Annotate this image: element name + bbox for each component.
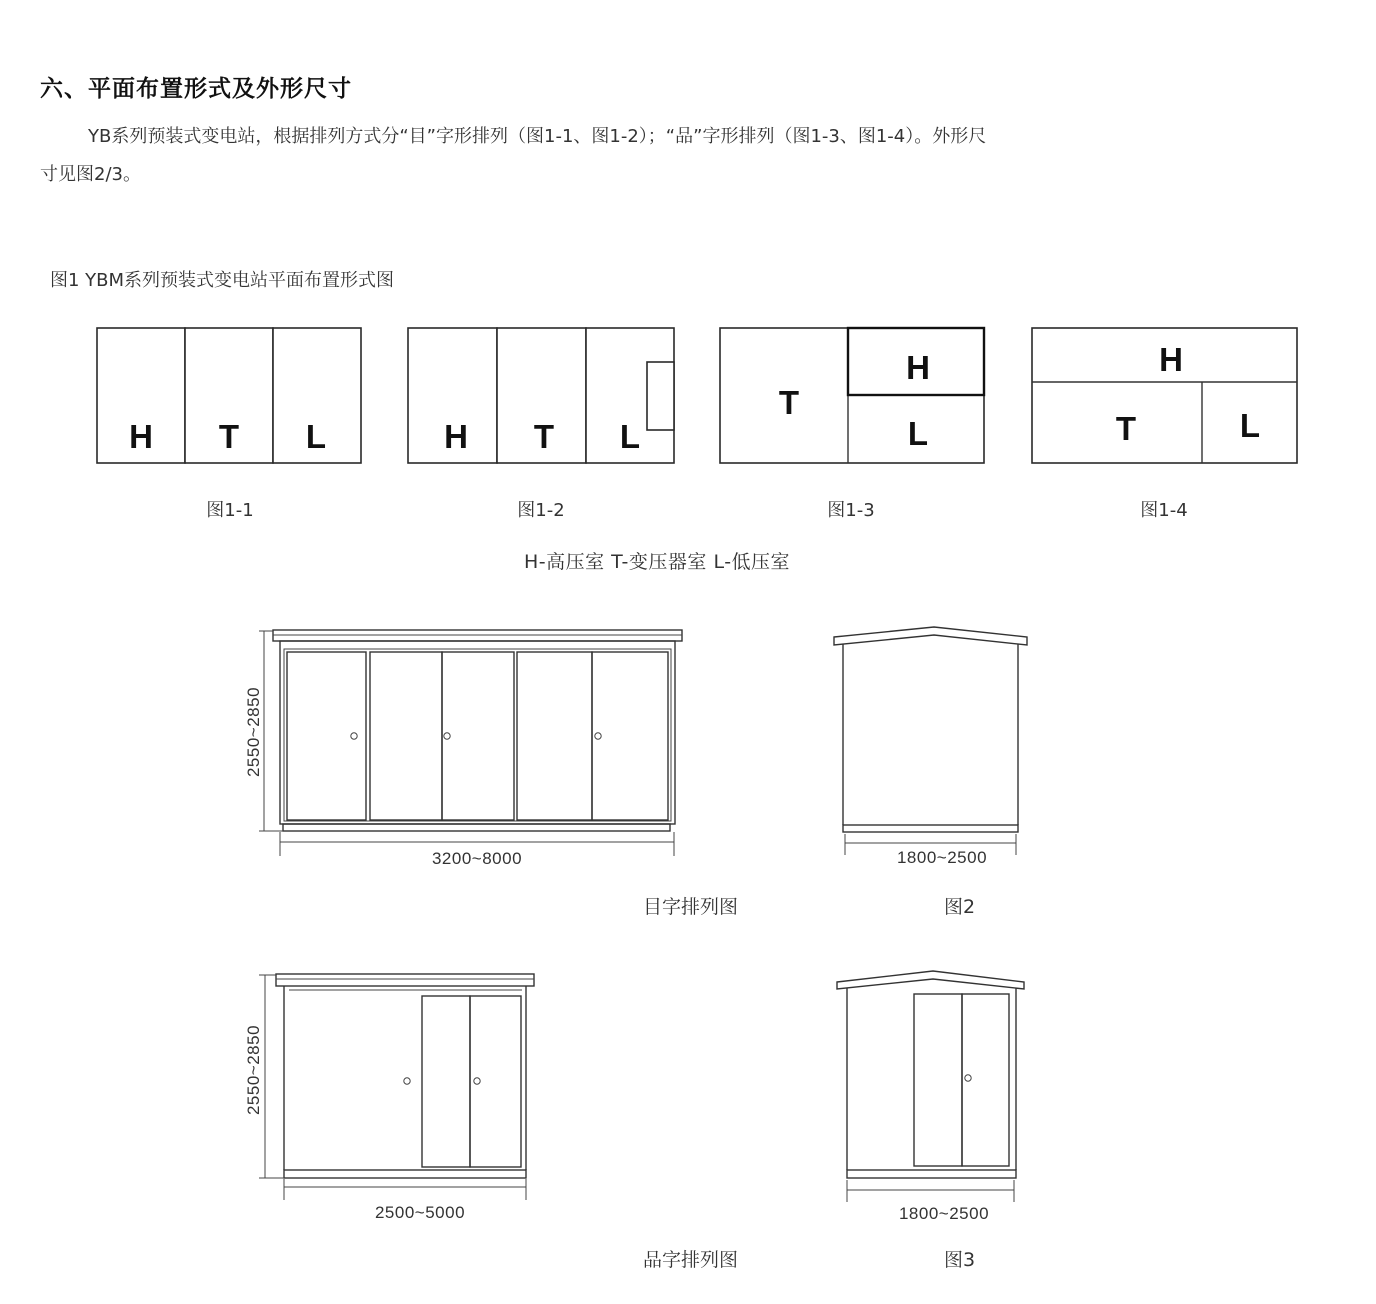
door-handle: [351, 733, 357, 739]
fig3-width-dimension: 2500~5000: [374, 1203, 466, 1222]
caption-mu-layout: 目字排列图: [643, 896, 739, 918]
room-label-l: L: [907, 415, 929, 452]
caption-fig3: 图3: [944, 1249, 976, 1271]
layout-1-4: [1032, 328, 1297, 463]
paragraph-line-1: YB系列预装式变电站，根据排列方式分“目”字形排列（图1-1、图1-2）；“品”字形排列（图1-3、图1-4）。外形尺: [88, 126, 987, 147]
layout-1-3: [720, 328, 984, 463]
door-handle: [595, 733, 601, 739]
caption-fig-1-2: 图1-2: [517, 500, 565, 521]
front-elevation-fig3: [244, 974, 534, 1222]
layout-1-1: [97, 328, 361, 463]
room-label-l: L: [1239, 407, 1261, 444]
room-label-h: H: [906, 349, 930, 386]
door-handle: [444, 733, 450, 739]
figure1-title: 图1 YBM系列预装式变电站平面布置形式图: [50, 270, 395, 291]
room-label-h: H: [129, 418, 153, 455]
room-label-t: T: [533, 418, 555, 455]
room-label-t: T: [778, 384, 800, 421]
side-cabinet: [647, 362, 674, 430]
fig3-side-width-dimension: 1800~2500: [898, 1204, 990, 1223]
room-label-h: H: [444, 418, 468, 455]
caption-fig2: 图2: [944, 896, 976, 918]
caption-fig-1-1: 图1-1: [206, 500, 254, 521]
caption-pin-layout: 品字排列图: [643, 1249, 739, 1271]
room-label-t: T: [1115, 410, 1137, 447]
room-label-l: L: [619, 418, 641, 455]
layout-1-2: [408, 328, 674, 463]
room-label-h: H: [1159, 341, 1183, 378]
door-handle: [965, 1075, 971, 1081]
fig2-side-width-dimension: 1800~2500: [896, 848, 988, 867]
caption-fig-1-4: 图1-4: [1140, 500, 1188, 521]
front-elevation-fig2: [244, 630, 682, 868]
paragraph-line-2: 寸见图2/3。: [40, 164, 141, 185]
room-legend: H-高压室 T-变压器室 L-低压室: [524, 551, 791, 573]
fig3-height-dimension: 2550~2850: [244, 1024, 263, 1116]
caption-fig-1-3: 图1-3: [827, 500, 875, 521]
door-handle: [404, 1078, 410, 1084]
room-label-t: T: [218, 418, 240, 455]
side-elevation-fig3: [837, 971, 1024, 1223]
fig2-height-dimension: 2550~2850: [244, 686, 263, 778]
room-label-l: L: [305, 418, 327, 455]
door-handle: [474, 1078, 480, 1084]
section-heading: 六、平面布置形式及外形尺寸: [40, 76, 352, 102]
side-elevation-fig2: [834, 627, 1027, 867]
fig2-width-dimension: 3200~8000: [431, 849, 523, 868]
